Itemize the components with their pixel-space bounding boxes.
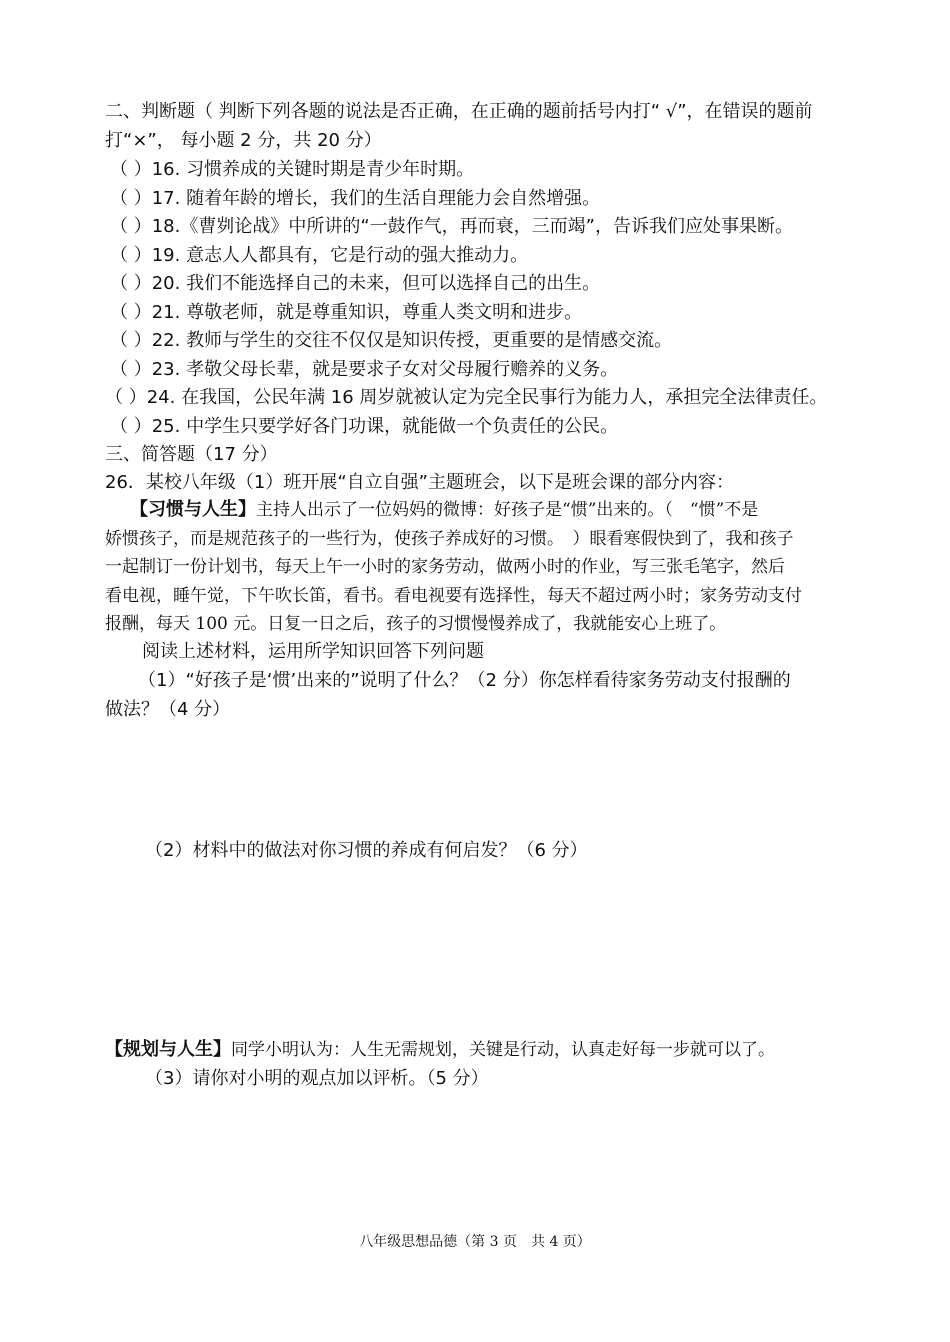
- page-footer: 八年级思想品德（第 3 页 共 4 页）: [359, 1234, 591, 1250]
- question-26-intro: 26．某校八年级（1）班开展“自立自强”主题班会，以下是班会课的部分内容：: [105, 472, 735, 493]
- judgment-item-16: （ ）16. 习惯养成的关键时期是青少年时期。: [110, 159, 475, 180]
- judgment-item-19: （ ）19. 意志人人都具有，它是行动的强大推动力。: [110, 245, 529, 266]
- habit-text-line5: 报酬，每天 100 元。日复一日之后，孩子的习惯慢慢养成了，我就能安心上班了。: [105, 614, 727, 634]
- judgment-item-17: （ ）17. 随着年龄的增长，我们的生活自理能力会自然增强。: [110, 188, 601, 209]
- plan-label: 【规划与人生】: [105, 1039, 231, 1060]
- judgment-item-22: （ ）22. 教师与学生的交往不仅仅是知识传授，更重要的是情感交流。: [110, 330, 673, 351]
- habit-text-line1: 主持人出示了一位妈妈的微博：好孩子是“惯”出来的。（ “惯”不是: [256, 500, 759, 520]
- habit-label: 【习惯与人生】: [130, 499, 256, 520]
- habit-text-line3: 一起制订一份计划书，每天上午一小时的家务劳动，做两小时的作业，写三张毛笔字，然后: [105, 557, 785, 577]
- sub-question-1-line1: （1）“好孩子是‘惯’出来的”说明了什么？（2 分）你怎样看待家务劳动支付报酬的: [138, 670, 791, 691]
- judgment-item-18: （ ）18.《曹刿论战》中所讲的“一鼓作气，再而衰，三而竭”，告诉我们应处事果断。: [110, 216, 793, 237]
- judgment-item-25: （ ）25. 中学生只要学好各门功课，就能做一个负责任的公民。: [110, 416, 619, 437]
- judgment-item-23: （ ）23. 孝敬父母长辈，就是要求子女对父母履行赡养的义务。: [110, 359, 619, 380]
- habit-material-line1: [130, 496, 758, 524]
- habit-text-line4: 看电视，睡午觉，下午吹长笛，看书。看电视要有选择性，每天不超过两小时；家务劳动支付: [105, 586, 802, 606]
- plan-material: [105, 1036, 775, 1064]
- judgment-item-21: （ ）21. 尊敬老师，就是尊重知识，尊重人类文明和进步。: [110, 302, 583, 323]
- section2-title-line1: 二、判断题（ 判断下列各题的说法是否正确，在正确的题前括号内打“ √”，在错误的题前: [105, 101, 813, 122]
- sub-question-3: （3）请你对小明的观点加以评析。（5 分）: [145, 1068, 489, 1089]
- plan-text: 同学小明认为：人生无需规划，关键是行动，认真走好每一步就可以了。: [231, 1040, 775, 1060]
- read-prompt: 阅读上述材料，运用所学知识回答下列问题: [142, 641, 484, 662]
- habit-text-line2: 娇惯孩子，而是规范孩子的一些行为，使孩子养成好的习惯。 ）眼看寒假快到了，我和孩子: [105, 529, 794, 549]
- judgment-item-20: （ ）20. 我们不能选择自己的未来，但可以选择自己的出生。: [110, 273, 601, 294]
- section2-title-line2: 打“×”， 每小题 2 分，共 20 分）: [105, 130, 382, 151]
- sub-question-2: （2）材料中的做法对你习惯的养成有何启发？（6 分）: [145, 840, 588, 861]
- judgment-item-24: （ ）24. 在我国，公民年满 16 周岁就被认定为完全民事行为能力人，承担完全法律责任。: [105, 387, 828, 408]
- sub-question-1-line2: 做法？（4 分）: [105, 699, 231, 720]
- section3-title: 三、简答题（17 分）: [105, 444, 278, 465]
